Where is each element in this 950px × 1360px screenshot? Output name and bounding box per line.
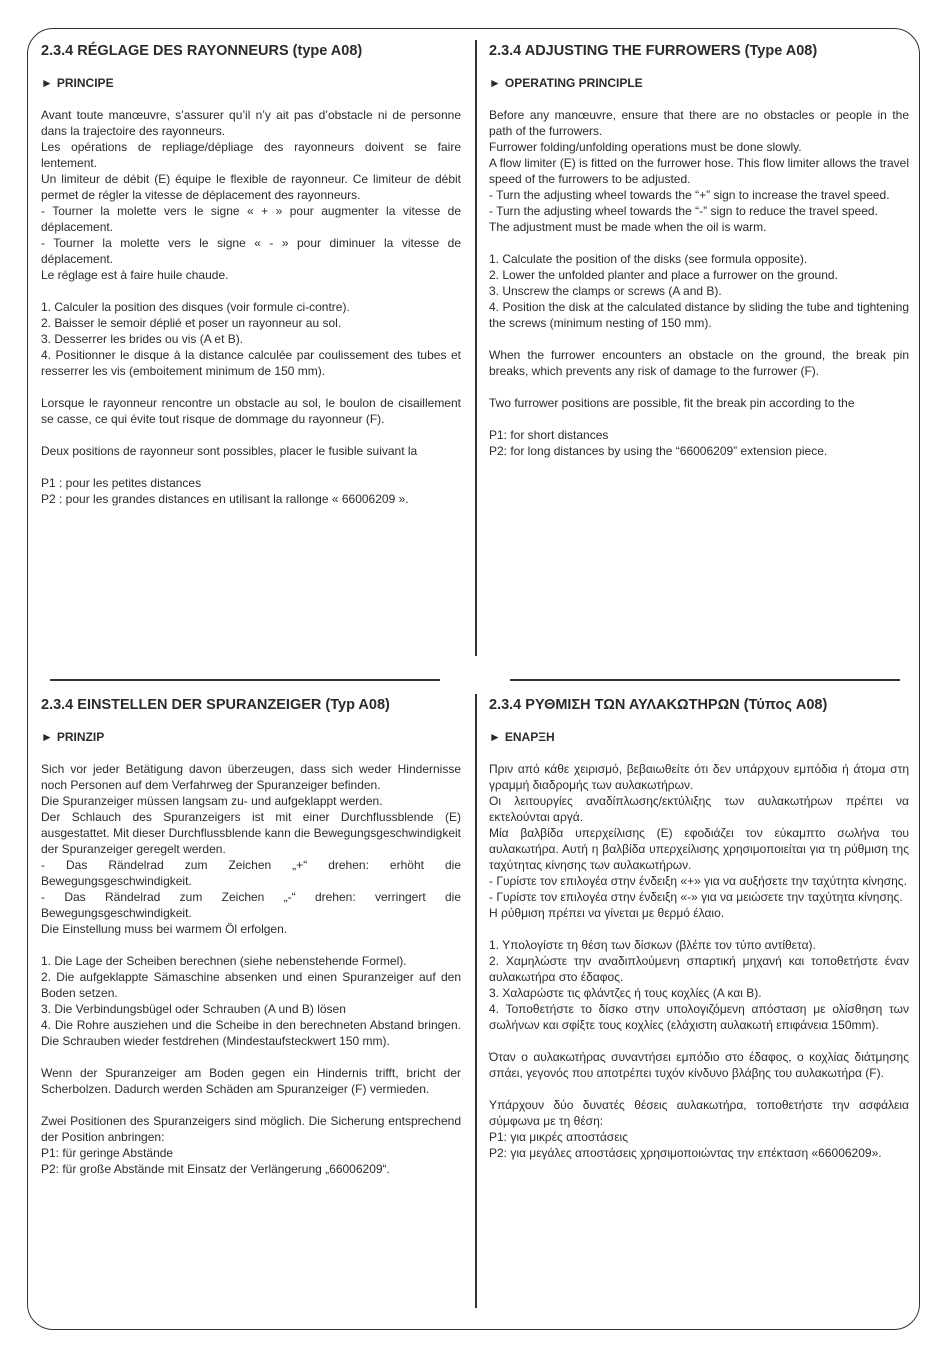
subtitle-label: OPERATING PRINCIPLE bbox=[504, 76, 643, 90]
section-title: 2.3.4 ADJUSTING THE FURROWERS (Type A08) bbox=[489, 43, 818, 59]
triangle-right-icon: ► bbox=[41, 730, 53, 744]
position-item: P2: für große Abstände mit Einsatz der Verlängerung „66006209“. bbox=[41, 1162, 390, 1176]
step-item: 2. Lower the unfolded planter and place a furrower on the ground. bbox=[489, 268, 838, 282]
step-item: 4. Die Rohre ausziehen und die Scheibe in den berechneten Abstand bringen. Die Schrauben wieder festdrehen (Mindestaufsteckwert 150 mm). bbox=[41, 1018, 461, 1048]
position-item: P1 : pour les petites distances bbox=[41, 476, 202, 490]
section-body bbox=[489, 761, 909, 1161]
position-item: P2 : pour les grandes distances en utilisant la rallonge « 66006209 ». bbox=[41, 492, 409, 506]
paragraph: - Turn the adjusting wheel towards the “-” sign to reduce the travel speed. bbox=[489, 204, 878, 218]
paragraph: Deux positions de rayonneur sont possibles, placer le fusible suivant la bbox=[41, 444, 418, 458]
step-item: 2. Baisser le semoir déplié et poser un rayonneur au sol. bbox=[41, 316, 342, 330]
paragraph: - Tourner la molette vers le signe « - » pour diminuer la vitesse de déplacement. bbox=[41, 236, 461, 266]
paragraph: Avant toute manœuvre, s’assurer qu’il n’y ait pas d’obstacle ni de personne dans la trajectoire des rayonneurs. bbox=[41, 108, 461, 138]
column-divider-top bbox=[475, 40, 477, 656]
paragraph: A flow limiter (E) is fitted on the furrower hose. This flow limiter allows the travel speed of the furrowers to be adjusted. bbox=[489, 156, 909, 186]
position-item: P1: for short distances bbox=[489, 428, 609, 442]
column-divider-bottom bbox=[475, 694, 477, 1308]
section-english bbox=[489, 42, 909, 459]
triangle-right-icon: ► bbox=[489, 76, 501, 90]
paragraph: - Das Rändelrad zum Zeichen „+“ drehen: erhöht die Bewegungsgeschwindigkeit. bbox=[41, 858, 461, 888]
section-body bbox=[489, 107, 909, 459]
paragraph: Furrower folding/unfolding operations must be done slowly. bbox=[489, 140, 802, 154]
section-body bbox=[41, 761, 461, 1177]
paragraph: - Das Rändelrad zum Zeichen „-“ drehen: verringert die Bewegungsgeschwindigkeit. bbox=[41, 890, 461, 920]
paragraph: Two furrower positions are possible, fit the break pin according to the bbox=[489, 396, 855, 410]
step-item: 2. Χαμηλώστε την αναδιπλούμενη σπαρτική μηχανή και τοποθετήστε έναν αυλακωτήρα στο έδαφος. bbox=[489, 954, 909, 984]
paragraph: Der Schlauch des Spuranzeigers ist mit einer Durchflussblende (E) ausgestattet. Mit dieser Durchflussblende kann die Bewegungsgeschwindigkeit der Spuranzeiger geregelt werden. bbox=[41, 810, 461, 856]
position-item: P2: για μεγάλες αποστάσεις χρησιμοποιώντας την επέκταση «66006209». bbox=[489, 1146, 882, 1160]
paragraph: Zwei Positionen des Spuranzeigers sind möglich. Die Sicherung entsprechend der Position anbringen: bbox=[41, 1114, 461, 1144]
section-german bbox=[41, 696, 461, 1177]
step-item: 4. Τοποθετήστε το δίσκο στην υπολογιζόμενη απόσταση με ολίσθηση των σωλήνων και σφίξτε τους κοχλίες (ελάχιστη αυλακωτή επιφάνεια 150mm). bbox=[489, 1002, 909, 1032]
paragraph: Die Einstellung muss bei warmem Öl erfolgen. bbox=[41, 922, 288, 936]
paragraph: Πριν από κάθε χειρισμό, βεβαιωθείτε ότι δεν υπάρχουν εμπόδια ή άτομα στη γραμμή διαδρομής των αυλακωτήρων. bbox=[489, 762, 909, 792]
paragraph: Wenn der Spuranzeiger am Boden gegen ein Hindernis trifft, bricht der Scherbolzen. Dadurch werden Schäden am Spuranzeiger (F) vermieden. bbox=[41, 1066, 461, 1096]
paragraph: When the furrower encounters an obstacle on the ground, the break pin breaks, which prevents any risk of damage to the furrower (F). bbox=[489, 348, 909, 378]
section-title: 2.3.4 ΡΥΘΜΙΣΗ ΤΩΝ ΑΥΛΑΚΩΤΗΡΩΝ (Τύπος A08) bbox=[489, 697, 828, 713]
section-title: 2.3.4 RÉGLAGE DES RAYONNEURS (type A08) bbox=[41, 43, 363, 59]
paragraph: Le réglage est à faire huile chaude. bbox=[41, 268, 229, 282]
paragraph: Les opérations de repliage/dépliage des rayonneurs doivent se faire lentement. bbox=[41, 140, 461, 170]
step-item: 1. Calculate the position of the disks (see formula opposite). bbox=[489, 252, 808, 266]
section-subtitle bbox=[489, 75, 909, 91]
paragraph: The adjustment must be made when the oil is warm. bbox=[489, 220, 767, 234]
triangle-right-icon: ► bbox=[41, 76, 53, 90]
step-item: 1. Calculer la position des disques (voir formule ci-contre). bbox=[41, 300, 350, 314]
section-subtitle bbox=[41, 75, 461, 91]
step-item: 4. Positionner le disque à la distance calculée par coulissement des tubes et resserrer les vis (emboitement minimum de 150 mm). bbox=[41, 348, 461, 378]
paragraph: Υπάρχουν δύο δυνατές θέσεις αυλακωτήρα, τοποθετήστε την ασφάλεια σύμφωνα με τη θέση: bbox=[489, 1098, 909, 1128]
paragraph: - Γυρίστε τον επιλογέα στην ένδειξη «+» για να αυξήσετε την ταχύτητα κίνησης. bbox=[489, 874, 907, 888]
paragraph: Η ρύθμιση πρέπει να γίνεται με θερμό έλαιο. bbox=[489, 906, 725, 920]
paragraph: - Γυρίστε τον επιλογέα στην ένδειξη «-» για να μειώσετε την ταχύτητα κίνησης. bbox=[489, 890, 903, 904]
step-item: 1. Die Lage der Scheiben berechnen (siehe nebenstehende Formel). bbox=[41, 954, 407, 968]
position-item: P1: για μικρές αποστάσεις bbox=[489, 1130, 628, 1144]
section-greek bbox=[489, 696, 909, 1161]
section-french bbox=[41, 42, 461, 507]
paragraph: Before any manœuvre, ensure that there are no obstacles or people in the path of the furrowers. bbox=[489, 108, 909, 138]
step-item: 3. Desserrer les brides ou vis (A et B). bbox=[41, 332, 244, 346]
step-item: 4. Position the disk at the calculated distance by sliding the tube and tightening the screws (minimum nesting of 150 mm). bbox=[489, 300, 909, 330]
row-divider-right bbox=[510, 679, 900, 681]
step-item: 2. Die aufgeklappte Sämaschine absenken und einen Spuranzeiger auf den Boden setzen. bbox=[41, 970, 461, 1000]
triangle-right-icon: ► bbox=[489, 730, 501, 744]
paragraph: - Tourner la molette vers le signe « + » pour augmenter la vitesse de déplacement. bbox=[41, 204, 461, 234]
paragraph: Sich vor jeder Betätigung davon überzeugen, dass sich weder Hindernisse noch Personen auf dem Verfahrweg der Spuranzeiger befinden. bbox=[41, 762, 461, 792]
position-item: P1: für geringe Abstände bbox=[41, 1146, 174, 1160]
paragraph: Όταν ο αυλακωτήρας συναντήσει εμπόδιο στο έδαφος, ο κοχλίας διάτμησης σπάει, γεγονός που αποτρέπει τυχόν κίνδυνο βλάβης του αυλακωτήρα (F). bbox=[489, 1050, 909, 1080]
position-item: P2: for long distances by using the “66006209” extension piece. bbox=[489, 444, 828, 458]
subtitle-label: PRINZIP bbox=[56, 730, 105, 744]
paragraph: Μία βαλβίδα υπερχείλισης (E) εφοδιάζει τον εύκαμπτο σωλήνα του αυλακωτήρα. Αυτή η βαλβίδα υπερχείλισης χρησιμοποιείται για τη ρύθμιση της ταχύτητας κίνησης των αυλακωτήρων. bbox=[489, 826, 909, 872]
subtitle-label: PRINCIPE bbox=[56, 76, 114, 90]
paragraph: - Turn the adjusting wheel towards the “+” sign to increase the travel speed. bbox=[489, 188, 890, 202]
subtitle-label: ΕΝΑΡΞΗ bbox=[504, 730, 555, 744]
step-item: 3. Die Verbindungsbügel oder Schrauben (A und B) lösen bbox=[41, 1002, 346, 1016]
section-body bbox=[41, 107, 461, 507]
paragraph: Lorsque le rayonneur rencontre un obstacle au sol, le boulon de cisaillement se casse, ce qui évite tout risque de dommage du rayonneur (F). bbox=[41, 396, 461, 426]
step-item: 3. Χαλαρώστε τις φλάντζες ή τους κοχλίες (A και B). bbox=[489, 986, 762, 1000]
paragraph: Οι λειτουργίες αναδίπλωσης/εκτύλιξης των αυλακωτήρων πρέπει να εκτελούνται αργά. bbox=[489, 794, 909, 824]
paragraph: Die Spuranzeiger müssen langsam zu- und aufgeklappt werden. bbox=[41, 794, 383, 808]
section-subtitle bbox=[41, 729, 461, 745]
section-subtitle bbox=[489, 729, 909, 745]
step-item: 1. Υπολογίστε τη θέση των δίσκων (βλέπε τον τύπο αντίθετα). bbox=[489, 938, 816, 952]
row-divider-left bbox=[50, 679, 440, 681]
paragraph: Un limiteur de débit (E) équipe le flexible de rayonneur. Ce limiteur de débit permet de régler la vitesse de déplacement des rayonneurs. bbox=[41, 172, 461, 202]
section-title: 2.3.4 EINSTELLEN DER SPURANZEIGER (Typ A08) bbox=[41, 697, 390, 713]
step-item: 3. Unscrew the clamps or screws (A and B). bbox=[489, 284, 722, 298]
